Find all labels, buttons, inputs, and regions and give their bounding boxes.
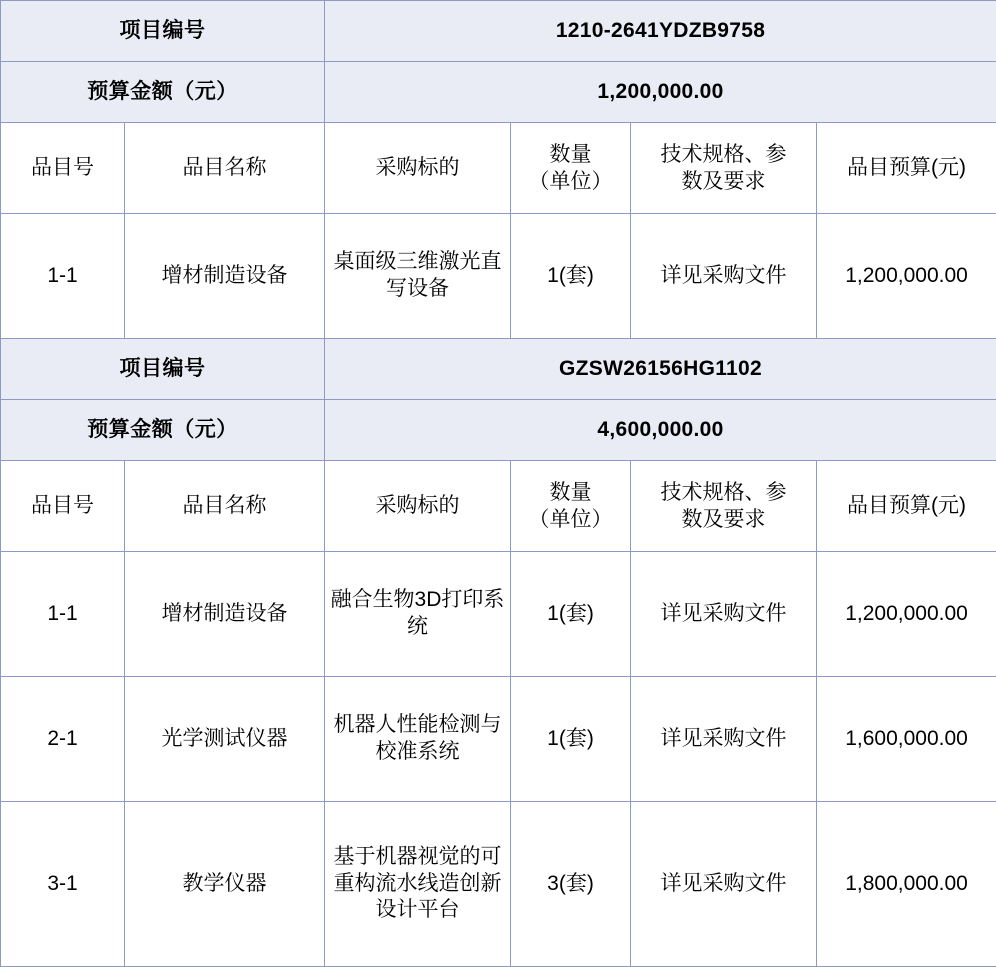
column-header-budget: 品目预算(元) xyxy=(817,461,996,552)
cell-target: 桌面级三维激光直写设备 xyxy=(325,214,511,339)
table-row xyxy=(1,214,996,339)
column-header-spec-line1: 技术规格、参 xyxy=(635,141,812,168)
cell-target: 基于机器视觉的可重构流水线造创新设计平台 xyxy=(325,802,511,967)
section-1-budget-value: 1,200,000.00 xyxy=(325,62,996,123)
section-2-project-no-value: GZSW26156HG1102 xyxy=(325,339,996,400)
column-header-spec xyxy=(631,123,817,214)
section-1-budget-label: 预算金额（元） xyxy=(1,62,325,123)
column-header-spec-line1: 技术规格、参 xyxy=(635,479,812,506)
column-header-quantity xyxy=(511,123,631,214)
table-row xyxy=(1,677,996,802)
section-2-project-no-row xyxy=(1,339,996,400)
column-header-spec-line2: 数及要求 xyxy=(635,168,812,195)
table-row xyxy=(1,552,996,677)
column-header-item-no: 品目号 xyxy=(1,461,125,552)
column-header-quantity-line1: 数量 xyxy=(515,141,626,168)
section-1-project-no-label: 项目编号 xyxy=(1,1,325,62)
cell-budget: 1,600,000.00 xyxy=(817,677,996,802)
cell-quantity: 1(套) xyxy=(511,677,631,802)
column-header-item-name: 品目名称 xyxy=(125,123,325,214)
cell-spec: 详见采购文件 xyxy=(631,552,817,677)
section-1-budget-row xyxy=(1,62,996,123)
column-header-quantity-line2: （单位） xyxy=(515,506,626,533)
column-header-target: 采购标的 xyxy=(325,461,511,552)
cell-budget: 1,800,000.00 xyxy=(817,802,996,967)
section-2-budget-label: 预算金额（元） xyxy=(1,400,325,461)
cell-item-no: 1-1 xyxy=(1,552,125,677)
cell-item-name: 增材制造设备 xyxy=(125,552,325,677)
cell-item-no: 2-1 xyxy=(1,677,125,802)
table-row xyxy=(1,802,996,967)
cell-quantity: 1(套) xyxy=(511,552,631,677)
column-header-budget: 品目预算(元) xyxy=(817,123,996,214)
column-header-quantity-line2: （单位） xyxy=(515,168,626,195)
cell-item-name: 教学仪器 xyxy=(125,802,325,967)
section-2-budget-row xyxy=(1,400,996,461)
cell-spec: 详见采购文件 xyxy=(631,802,817,967)
column-header-spec xyxy=(631,461,817,552)
cell-spec: 详见采购文件 xyxy=(631,677,817,802)
column-header-spec-line2: 数及要求 xyxy=(635,506,812,533)
section-2-budget-value: 4,600,000.00 xyxy=(325,400,996,461)
cell-target: 融合生物3D打印系统 xyxy=(325,552,511,677)
column-header-target: 采购标的 xyxy=(325,123,511,214)
column-header-item-name: 品目名称 xyxy=(125,461,325,552)
cell-target: 机器人性能检测与校准系统 xyxy=(325,677,511,802)
column-header-quantity xyxy=(511,461,631,552)
cell-budget: 1,200,000.00 xyxy=(817,214,996,339)
cell-item-name: 光学测试仪器 xyxy=(125,677,325,802)
cell-quantity: 1(套) xyxy=(511,214,631,339)
cell-item-name: 增材制造设备 xyxy=(125,214,325,339)
column-header-quantity-line1: 数量 xyxy=(515,479,626,506)
cell-spec: 详见采购文件 xyxy=(631,214,817,339)
section-1-column-header-row xyxy=(1,123,996,214)
section-2-column-header-row xyxy=(1,461,996,552)
section-1-project-no-value: 1210-2641YDZB9758 xyxy=(325,1,996,62)
cell-quantity: 3(套) xyxy=(511,802,631,967)
column-header-item-no: 品目号 xyxy=(1,123,125,214)
section-1-project-no-row xyxy=(1,1,996,62)
cell-item-no: 3-1 xyxy=(1,802,125,967)
cell-budget: 1,200,000.00 xyxy=(817,552,996,677)
cell-item-no: 1-1 xyxy=(1,214,125,339)
section-2-project-no-label: 项目编号 xyxy=(1,339,325,400)
